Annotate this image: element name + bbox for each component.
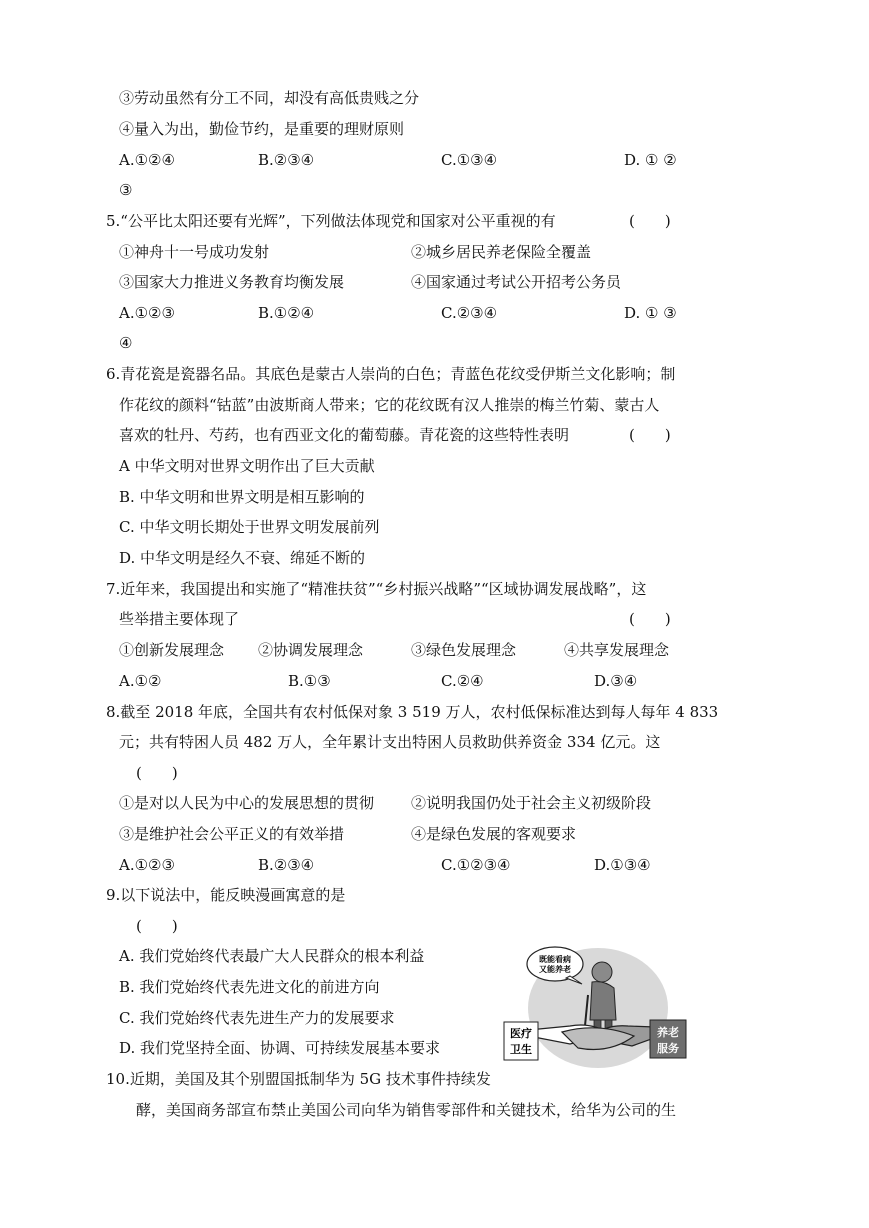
right-label-line2: 服务	[657, 1042, 679, 1055]
q6-option-b: B. 中华文明和世界文明是相互影响的	[119, 488, 365, 506]
speech-bubble	[527, 947, 583, 981]
q6-stem-line1: 6.青花瓷是瓷器名品。其底色是蒙古人崇尚的白色；青蓝色花纹受伊斯兰文化影响；制	[106, 365, 676, 383]
q5-option-d-wrap: ④	[119, 334, 133, 352]
q8-item4: ④是绿色发展的客观要求	[411, 825, 577, 843]
q5-option-d: D. ① ③	[624, 304, 677, 322]
q9-stem: 9.以下说法中，能反映漫画寓意的是	[106, 886, 346, 904]
q4-item3: ③劳动虽然有分工不同，却没有高低贵贱之分	[119, 89, 420, 107]
q7-item1: ①创新发展理念	[119, 641, 225, 659]
q4-option-c: C.①③④	[441, 151, 498, 169]
q5-item3: ③国家大力推进义务教育均衡发展	[119, 273, 345, 291]
q8-answer-blank: ( )	[136, 764, 178, 782]
q6-answer-blank: ( )	[629, 426, 671, 444]
q7-option-a: A.①②	[119, 672, 162, 690]
q6-option-d: D. 中华文明是经久不衰、绵延不断的	[119, 549, 366, 567]
q8-option-a: A.①②③	[119, 856, 175, 874]
q9-option-c: C. 我们党始终代表先进生产力的发展要求	[119, 1009, 395, 1027]
q7-item3: ③绿色发展理念	[411, 641, 517, 659]
q9-answer-blank: ( )	[136, 917, 178, 935]
right-label-line1: 养老	[657, 1026, 679, 1039]
q6-stem-line2: 作花纹的颜料“钴蓝”由波斯商人带来；它的花纹既有汉人推崇的梅兰竹菊、蒙古人	[119, 396, 660, 414]
q8-option-b: B.②③④	[258, 856, 315, 874]
q8-stem-line1: 8.截至 2018 年底，全国共有农村低保对象 3 519 万人，农村低保标准达到每人每年 4 833	[106, 703, 719, 721]
q5-item1: ①神舟十一号成功发射	[119, 243, 270, 261]
q6-option-c: C. 中华文明长期处于世界文明发展前列	[119, 518, 380, 536]
q5-item2: ②城乡居民养老保险全覆盖	[411, 243, 592, 261]
q6-stem-line3: 喜欢的牡丹、芍药，也有西亚文化的葡萄藤。青花瓷的这些特性表明	[119, 426, 570, 444]
q7-answer-blank: ( )	[629, 610, 671, 628]
q6-option-a: A 中华文明对世界文明作出了巨大贡献	[119, 457, 375, 475]
q4-option-d-wrap: ③	[119, 181, 133, 199]
q9-option-a: A. 我们党始终代表最广大人民群众的根本利益	[119, 947, 425, 965]
q8-stem-line2: 元；共有特困人员 482 万人，全年累计支出特困人员救助供养资金 334 亿元。这	[119, 733, 661, 751]
q8-item2: ②说明我国仍处于社会主义初级阶段	[411, 794, 652, 812]
bubble-line2: 又能养老	[539, 965, 571, 974]
q9-option-d: D. 我们党坚持全面、协调、可持续发展基本要求	[119, 1039, 441, 1057]
q5-option-b: B.①②④	[258, 304, 315, 322]
q7-option-d: D.③④	[594, 672, 638, 690]
q7-option-b: B.①③	[288, 672, 331, 690]
q4-item4: ④量入为出，勤俭节约，是重要的理财原则	[119, 120, 405, 138]
q8-item3: ③是维护社会公平正义的有效举措	[119, 825, 345, 843]
left-label-line2: 卫生	[510, 1043, 532, 1056]
q5-option-a: A.①②③	[119, 304, 175, 322]
q10-stem-line2: 酵，美国商务部宣布禁止美国公司向华为销售零部件和关键技术，给华为公司的生	[136, 1101, 677, 1119]
q8-option-c: C.①②③④	[441, 856, 511, 874]
q5-option-c: C.②③④	[441, 304, 498, 322]
q8-option-d: D.①③④	[594, 856, 651, 874]
q4-option-b: B.②③④	[258, 151, 315, 169]
q7-item4: ④共享发展理念	[564, 641, 670, 659]
q8-item1: ①是对以人民为中心的发展思想的贯彻	[119, 794, 375, 812]
q9-option-b: B. 我们党始终代表先进文化的前进方向	[119, 978, 380, 996]
bubble-line1: 既能看病	[539, 955, 571, 964]
q5-item4: ④国家通过考试公开招考公务员	[411, 273, 622, 291]
q7-item2: ②协调发展理念	[258, 641, 364, 659]
q7-option-c: C.②④	[441, 672, 484, 690]
q5-answer-blank: ( )	[629, 212, 671, 230]
left-label-line1: 医疗	[510, 1027, 532, 1040]
q7-stem-line1: 7.近年来，我国提出和实施了“精准扶贫”“乡村振兴战略”“区域协调发展战略”，这	[106, 580, 647, 598]
q10-stem-line1: 10.近期，美国及其个别盟国抵制华为 5G 技术事件持续发	[106, 1070, 491, 1088]
q4-option-d: D. ① ②	[624, 151, 677, 169]
q7-stem-line2: 些举措主要体现了	[119, 610, 240, 628]
cartoon-illustration	[500, 940, 690, 1070]
q4-option-a: A.①②④	[119, 151, 175, 169]
q5-stem: 5.“公平比太阳还要有光辉”，下列做法体现党和国家对公平重视的有	[106, 212, 556, 230]
